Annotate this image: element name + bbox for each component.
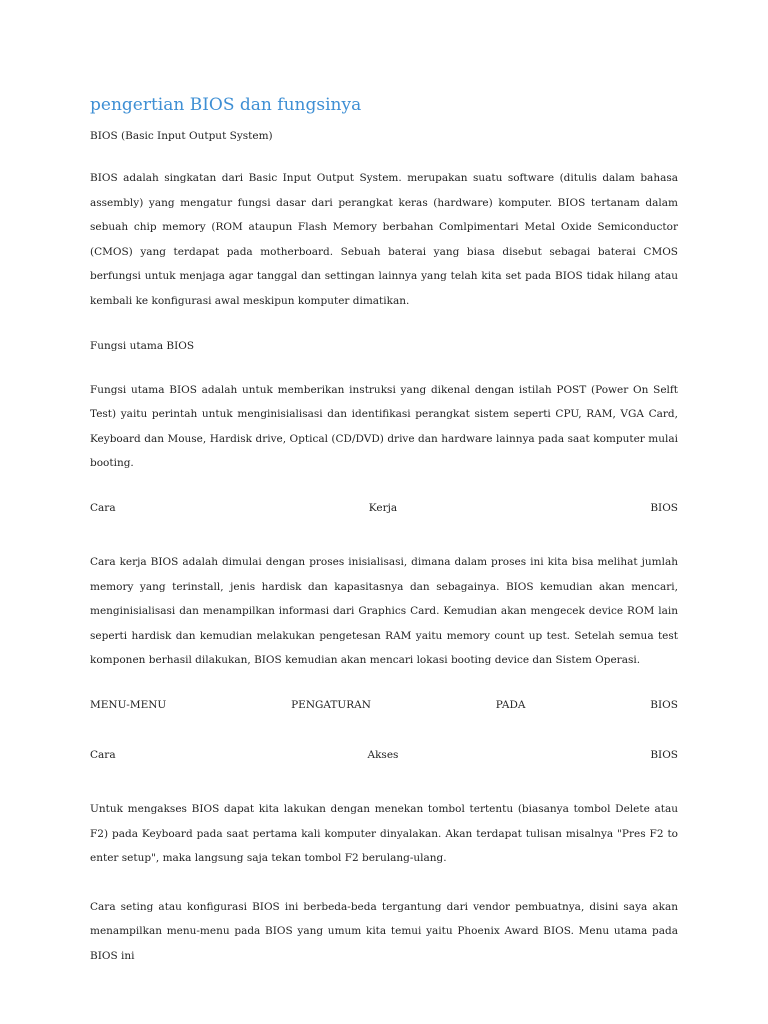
heading-cara-akses bbox=[90, 747, 678, 763]
paragraph-fungsi-utama: Fungsi utama BIOS adalah untuk memberikan instruksi yang dikenal dengan istilah POST (Power On Selft Test) yaitu perintah untuk menginisialisasi dan identifikasi perangkat sistem seperti CPU, RAM, VGA Card, Keyboard dan Mouse, Hardisk drive, Optical (CD/DVD) drive dan hardware lainnya pada saat komputer mulai booting. bbox=[90, 383, 678, 470]
paragraph-bios-definition: BIOS adalah singkatan dari Basic Input Output System. merupakan suatu software (ditulis dalam bahasa assembly) yang mengatur fungsi dasar dari perangkat keras (hardware) komputer. BIOS tertanam dalam sebuah chip memory (ROM ataupun Flash Memory berbahan Comlpimentari Metal Oxide Semiconductor (CMOS) yang terdapat pada motherboard. Sebuah baterai yang biasa disebut sebagai baterai CMOS berfungsi untuk menjaga agar tanggal dan settingan lainnya yang telah kita set pada BIOS tidak hilang atau kembali ke konfigurasi awal meskipun komputer dimatikan. bbox=[90, 172, 678, 307]
heading-word: PADA bbox=[495, 698, 526, 711]
document-title: pengertian BIOS dan fungsinya bbox=[90, 95, 362, 115]
heading-word: BIOS bbox=[650, 501, 678, 514]
document-page bbox=[90, 92, 678, 992]
heading-word: Cara bbox=[90, 748, 116, 761]
heading-word: BIOS bbox=[650, 698, 678, 711]
heading-word: MENU-MENU bbox=[90, 698, 167, 711]
paragraph-cara-akses: Untuk mengakses BIOS dapat kita lakukan dengan menekan tombol tertentu (biasanya tombol Delete atau F2) pada Keyboard pada saat pertama kali komputer dinyalakan. Akan terdapat tulisan misalnya "Pres F2 to enter setup", maka langsung saja tekan tombol F2 berulang-ulang. bbox=[90, 802, 678, 865]
paragraph-konfigurasi: Cara seting atau konfigurasi BIOS ini berbeda-beda tergantung dari vendor pembuatnya, disini saya akan menampilkan menu-menu pada BIOS yang umum kita temui yaitu Phoenix Award BIOS. Menu utama pada BIOS ini bbox=[90, 900, 678, 962]
heading-word: Akses bbox=[367, 748, 399, 761]
heading-fungsi-utama: Fungsi utama BIOS bbox=[90, 339, 195, 352]
heading-word: Kerja bbox=[368, 501, 398, 514]
paragraph-cara-kerja: Cara kerja BIOS adalah dimulai dengan proses inisialisasi, dimana dalam proses ini kita bisa melihat jumlah memory yang terinstall, jenis hardisk dan kapasitasnya dan sebagainya. BIOS kemudian akan mencari, menginisialisasi dan menampilkan informasi dari Graphics Card. Kemudian akan mengecek device ROM lain seperti hardisk dan kemudian melakukan pengetesan RAM yaitu memory count up test. Setelah semua test komponen berhasil dilakukan, BIOS kemudian akan mencari lokasi booting device dan Sistem Operasi. bbox=[90, 555, 678, 667]
heading-word: Cara bbox=[90, 501, 116, 514]
heading-menu-pengaturan bbox=[90, 697, 678, 713]
heading-cara-kerja bbox=[90, 500, 678, 516]
heading-word: PENGATURAN bbox=[291, 698, 371, 711]
document-subtitle: BIOS (Basic Input Output System) bbox=[90, 130, 273, 142]
heading-word: BIOS bbox=[650, 748, 678, 761]
